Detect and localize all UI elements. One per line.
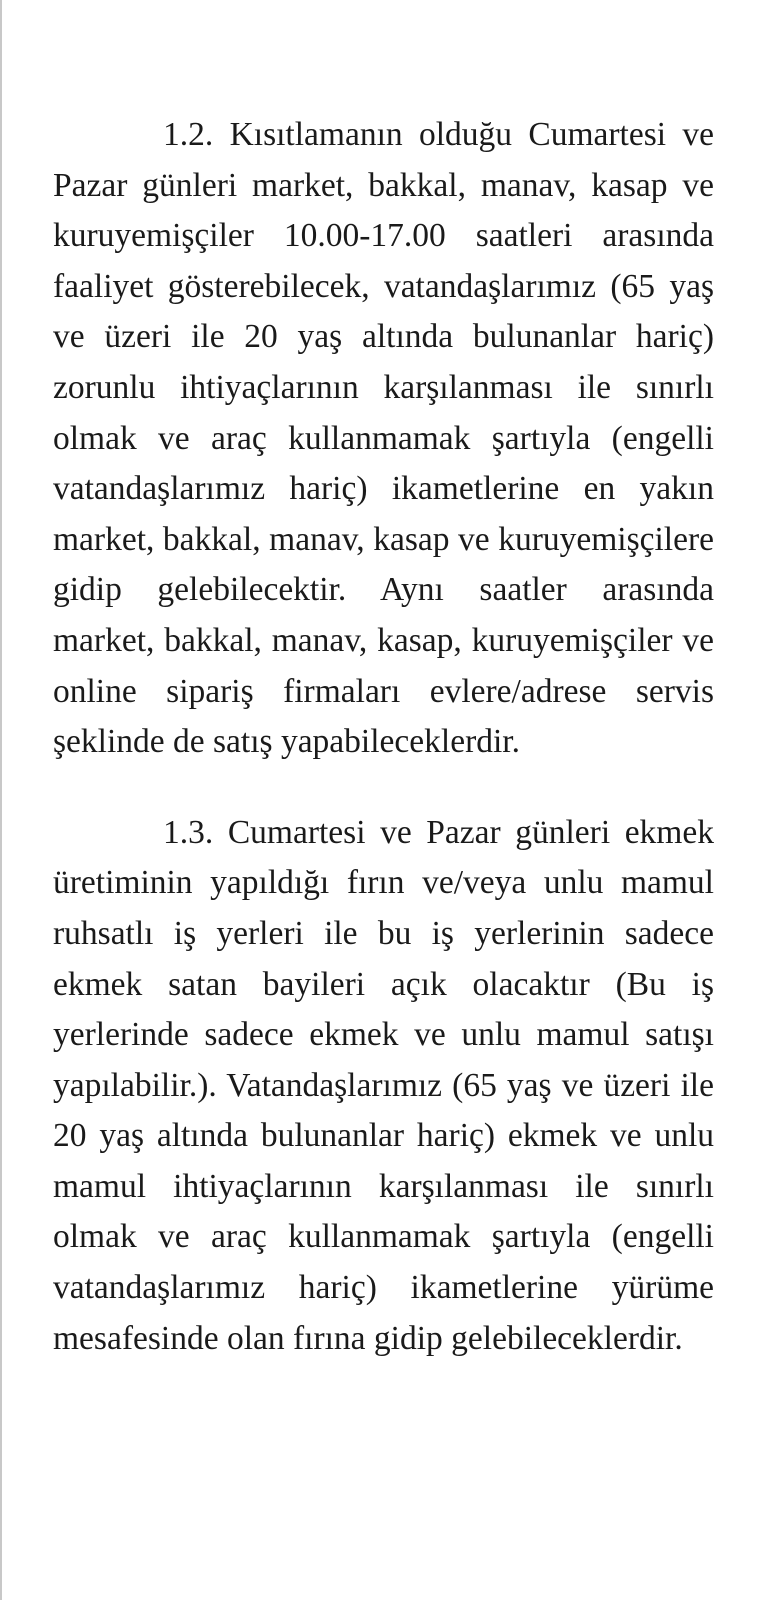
paragraph-1-3: 1.3. Cumartesi ve Pazar günleri ekmek üretiminin yapıldığı fırın ve/veya unlu mamul ruhsatlı iş yerleri ile bu iş yerlerinin sadece ekmek satan bayileri açık olacaktır (Bu iş yerlerinde sadece ekmek ve unlu mamul satışı yapılabilir.). Vatandaşlarımız (65 yaş ve üzeri ile 20 yaş altında bulunanlar hariç) ekmek ve unlu mamul ihtiyaçlarının karşılanması ile sınırlı olmak ve araç kullanmamak şartıyla (engelli vatandaşlarımız hariç) ikametlerine yürüme mesafesinde olan fırına gidip gelebileceklerdir. [53,813,714,1357]
paragraph-1-2: 1.2. Kısıtlamanın olduğu Cumartesi ve Pazar günleri market, bakkal, manav, kasap ve kuruyemişçiler 10.00-17.00 saatleri arasında faaliyet gösterebilecek, vatandaşlarımız (65 yaş ve üzeri ile 20 yaş altında bulunanlar hariç) zorunlu ihtiyaçlarının karşılanması ile sınırlı olmak ve araç kullanmamak şartıyla (engelli vatandaşlarımız hariç) ikametlerine en yakın market, bakkal, manav, kasap ve kuruyemişçilere gidip gelebilecektir. Aynı saatler arasında market, bakkal, manav, kasap, kuruyemişçiler ve online sipariş firmaları evlere/adrese servis şeklinde de satış yapabileceklerdir. [53,116,714,761]
page-edge-divider [0,0,2,1600]
document-body [53,110,714,1364]
